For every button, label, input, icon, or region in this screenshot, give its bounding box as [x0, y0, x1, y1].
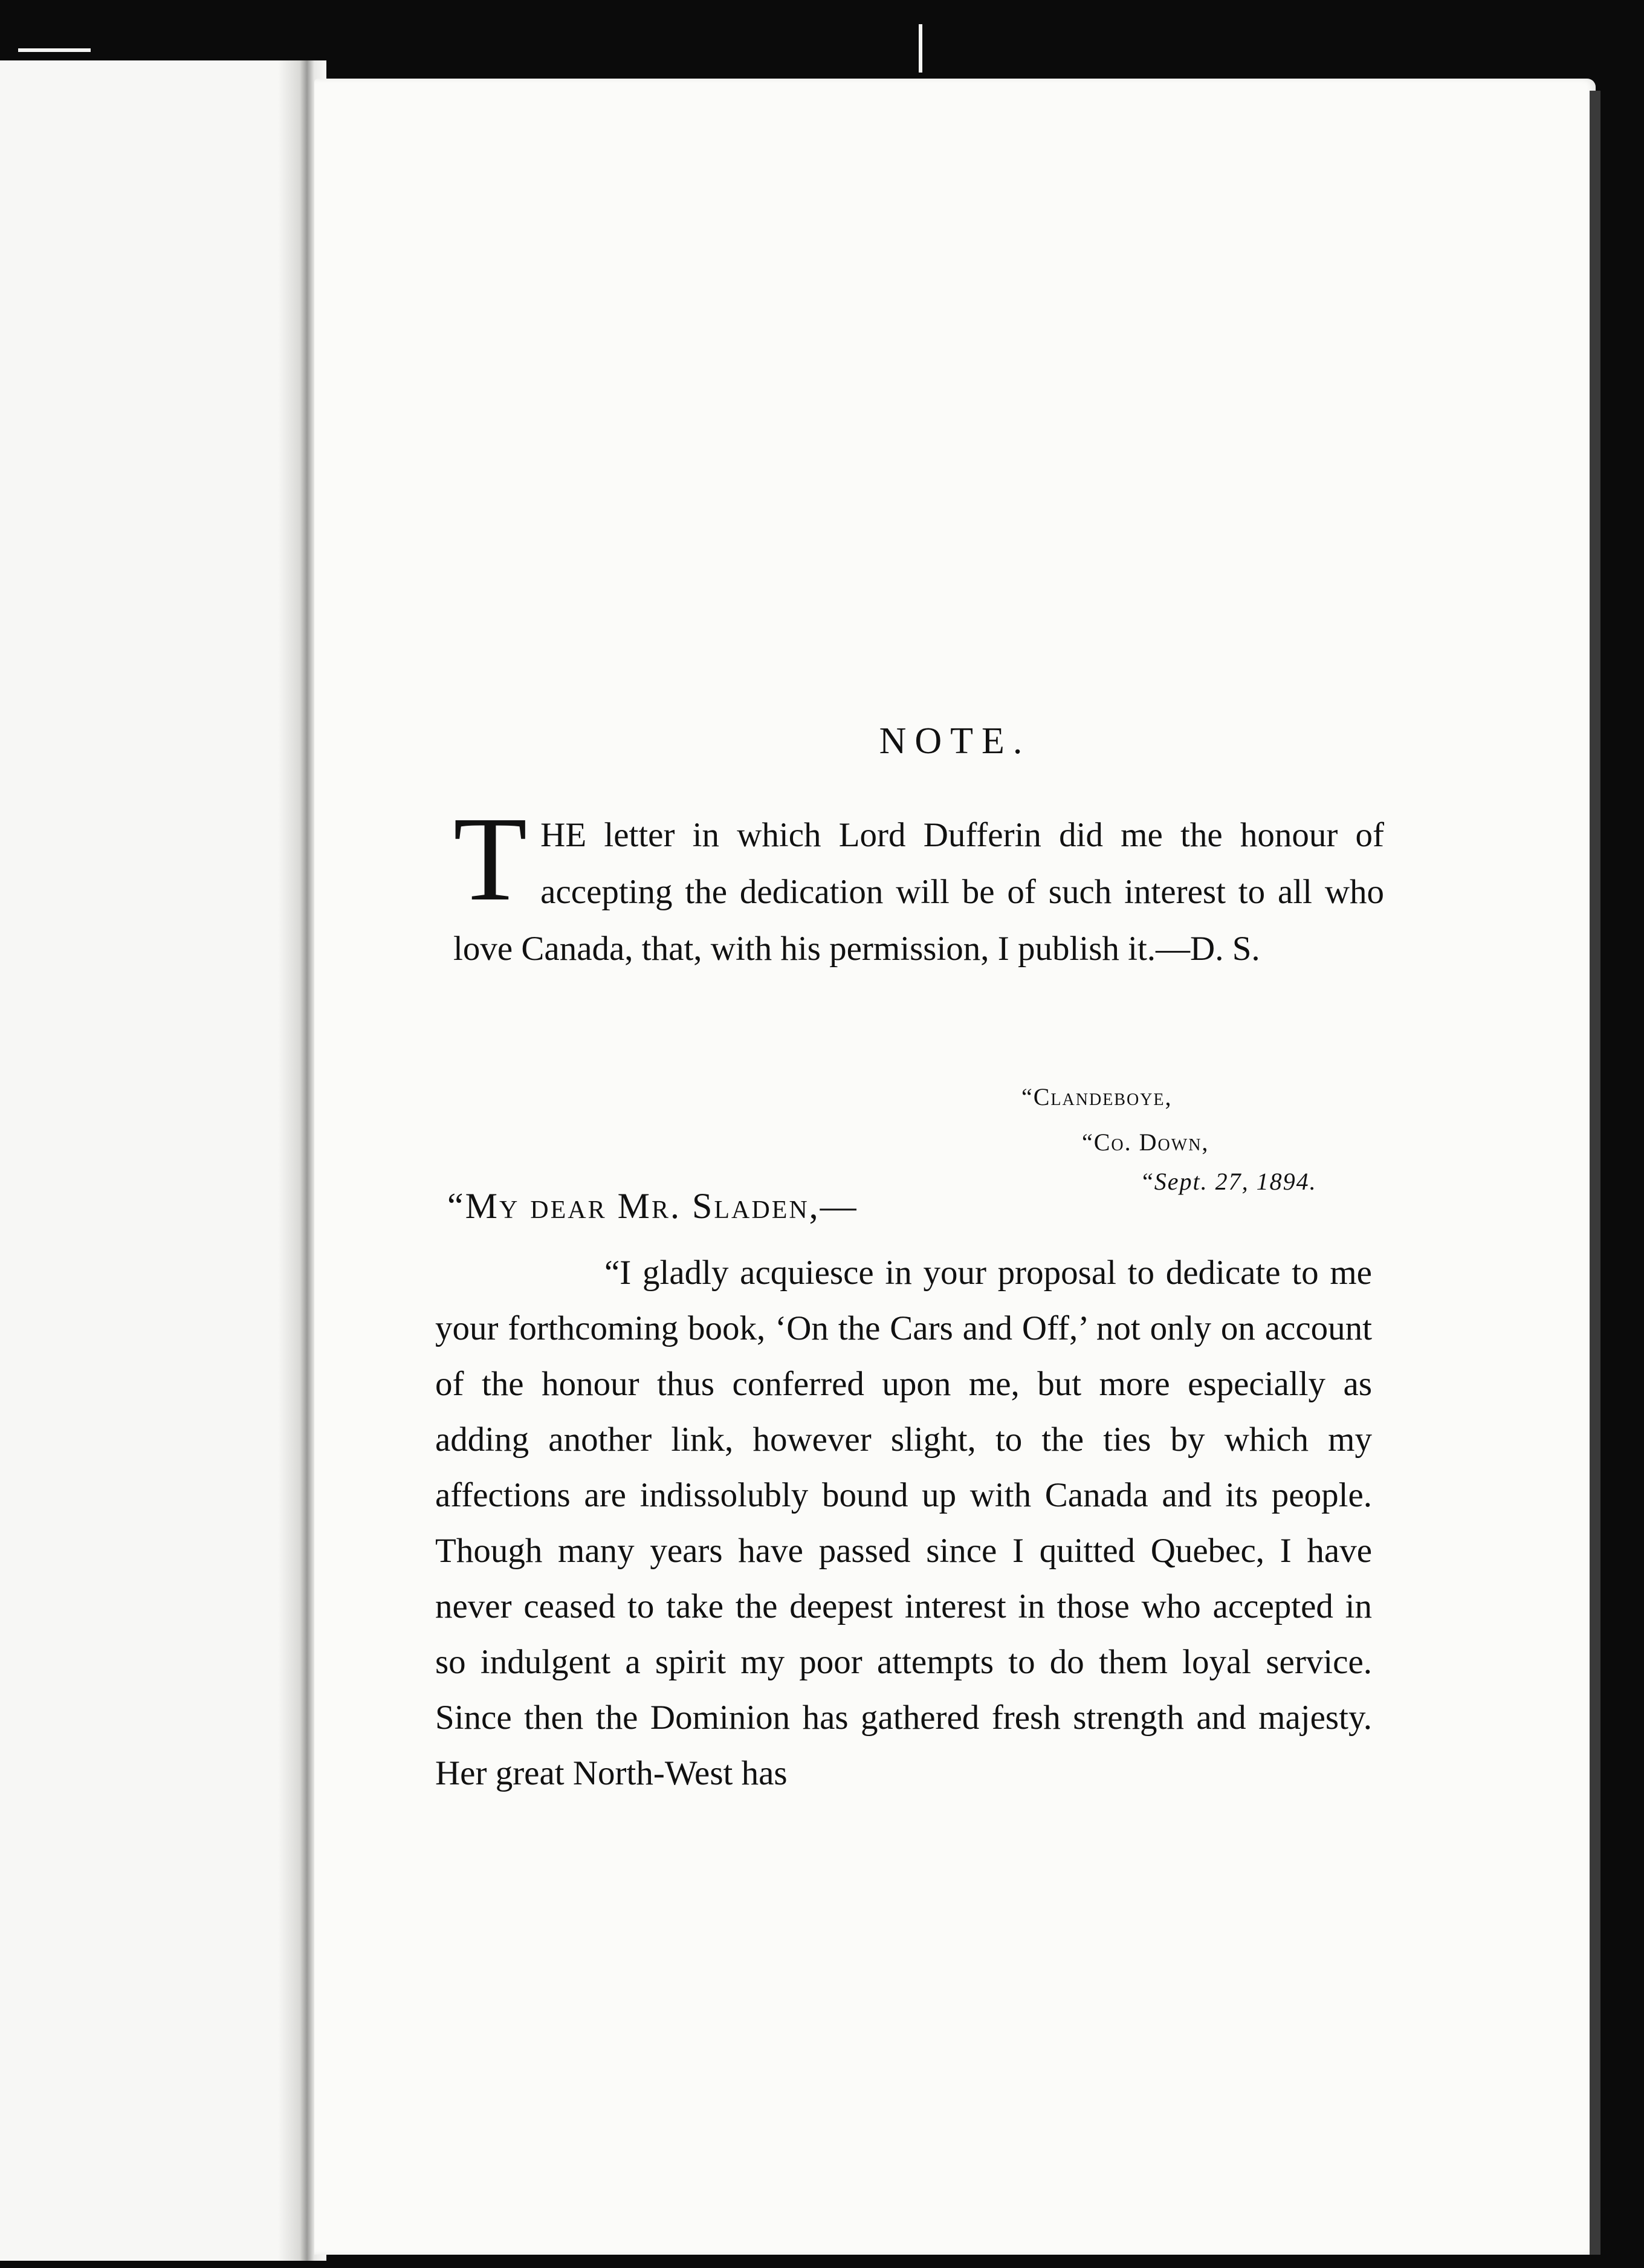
scan-mark-top-left	[18, 48, 91, 52]
salutation: “My dear Mr. Sladen,—	[447, 1186, 858, 1226]
right-page	[314, 79, 1596, 2255]
left-page	[0, 60, 305, 2261]
address-line-3	[1142, 1170, 1317, 1194]
letter-body: “I gladly acquiesce in your proposal to dedicate to me your forthcoming book, ‘On the Cars and Off,’ not only on account of the honour thus conferred upon me, but more especially as adding another link, however slight, to the ties by which my affections are indissolubly bound up with Canada and its people. Though many years have passed since I quitted Quebec, I have never ceased to take the deepest interest in those who accepted in so indulgent a spirit my poor attempts to do them loyal service. Since then the Dominion has gathered fresh strength and majesty. Her great North-West has	[435, 1254, 1372, 1792]
address-line-2: “Co. Down,	[1082, 1129, 1209, 1156]
page-heading: NOTE.	[879, 721, 1031, 762]
drop-cap: T	[453, 792, 528, 926]
address-date: Sept. 27, 1894.	[1154, 1168, 1317, 1195]
intro-text: HE letter in which Lord Dufferin did me the honour of accepting the dedication will be of such interest to all who love Canada, that, with his permission, I publish it.—D. S.	[453, 816, 1384, 968]
intro-paragraph	[453, 792, 1384, 977]
address-date-prefix: “	[1142, 1168, 1154, 1195]
scan-mark	[919, 24, 922, 73]
page-edge	[1590, 91, 1600, 2255]
address-line-1: “Clandeboye,	[1021, 1083, 1173, 1110]
